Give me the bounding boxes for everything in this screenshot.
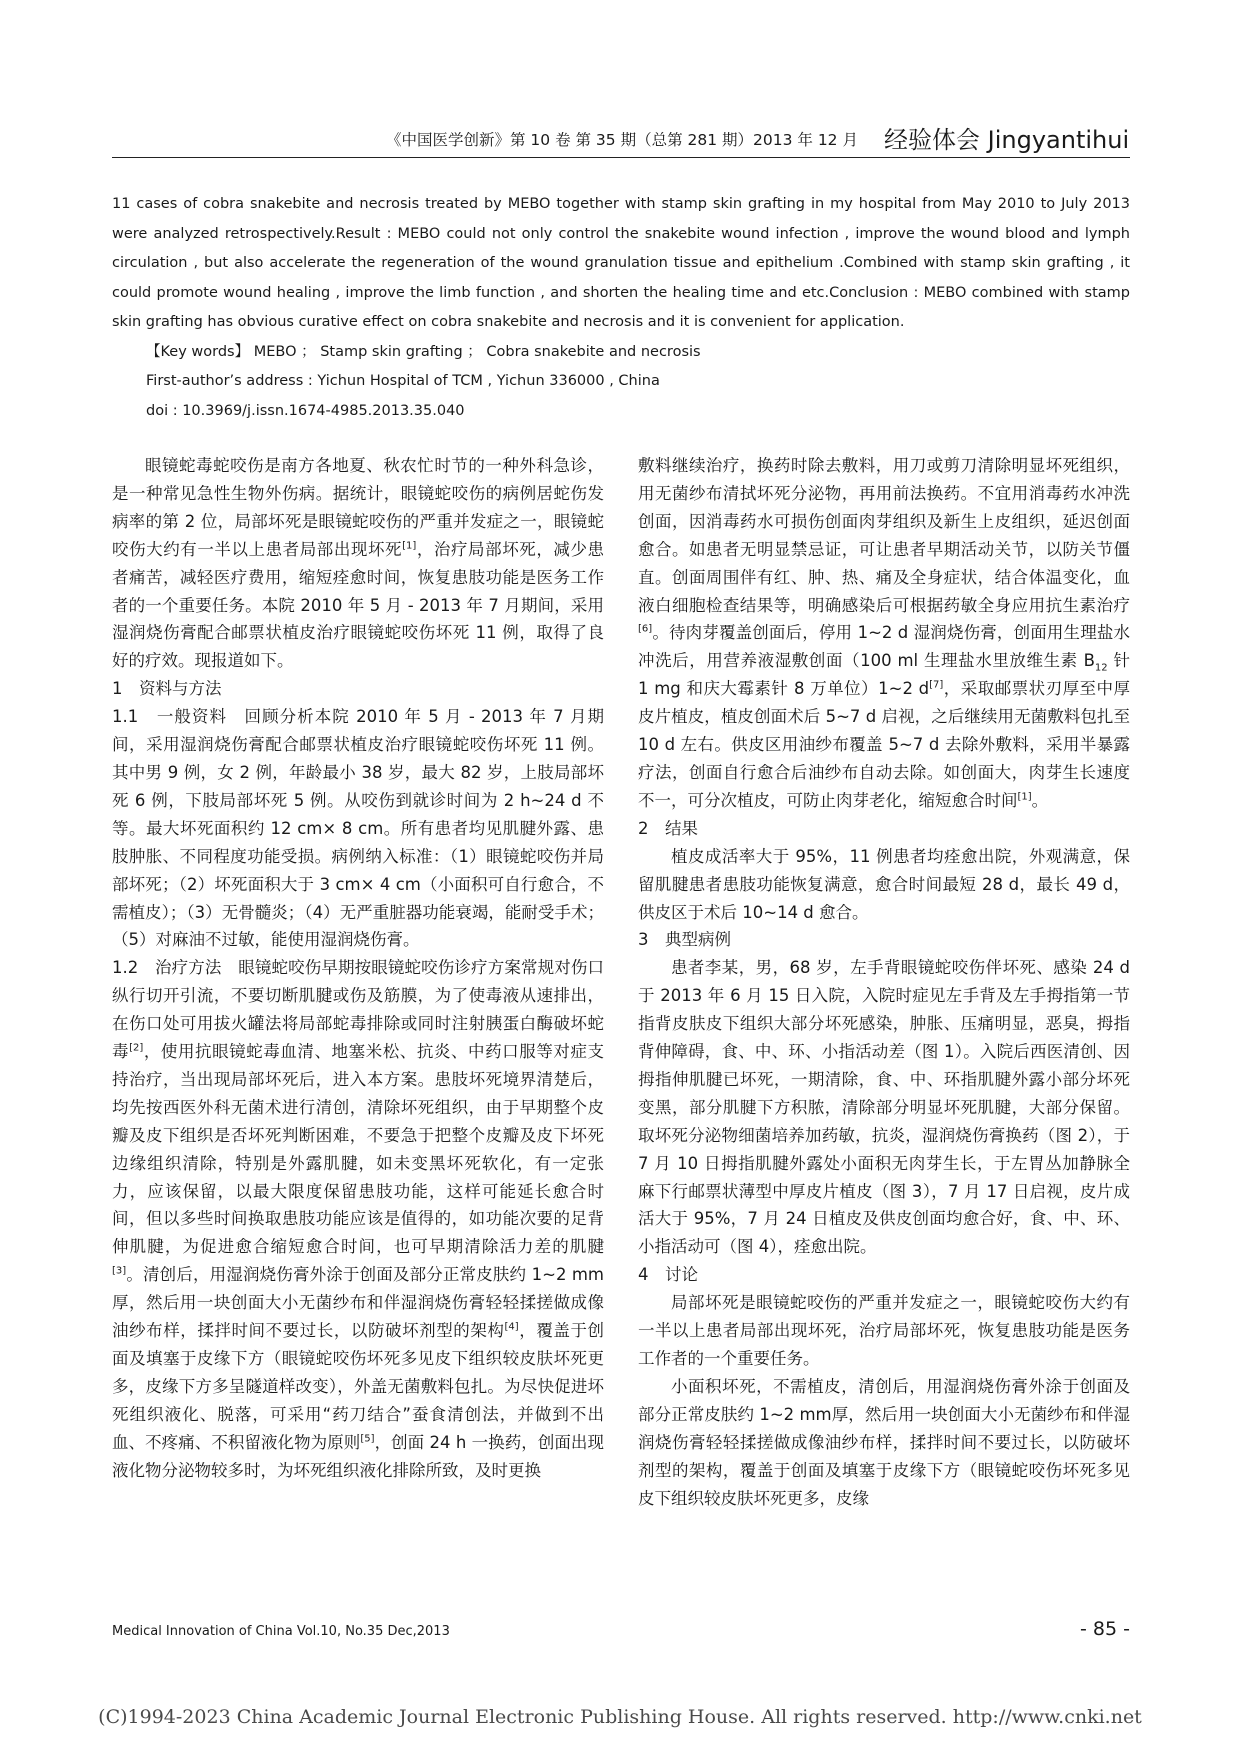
right-column [638, 452, 1130, 1512]
ref-7: [7] [929, 679, 944, 691]
section-1-2-heading: 1.2 治疗方法 [112, 958, 222, 978]
s12-text-e: ，创面 24 h 一换药，创面出现液化物分泌物较多时，为坏死组织液化排除所致，及时更换 [112, 1432, 604, 1480]
ref-5: [5] [360, 1433, 375, 1445]
footer-journal: Medical Innovation of China Vol.10, No.35 Dec,2013 [112, 1624, 450, 1639]
section-4-heading: 4 讨论 [638, 1265, 698, 1285]
author-address: First-author’s address : Yichun Hospital of TCM , Yichun 336000 , China [146, 373, 660, 389]
column-name: 经验体会 Jingyantihui [884, 126, 1130, 154]
r-text-e: 。 [1031, 790, 1049, 810]
s12-text-c: 。清创后，用湿润烧伤膏外涂于创面及部分正常皮肤约 1~2 mm厚，然后用一块创面大小无菌纱布和伴湿润烧伤膏轻轻揉搓做成像油纱布样，揉拌时间不要过长，以防破坏剂型的架构 [112, 1265, 604, 1341]
s12-text-b: ，使用抗眼镜蛇毒血清、地塞米松、抗炎、中药口服等对症支持治疗，当出现局部坏死后，进入本方案。患肢坏死境界清楚后，均先按西医外科无菌术进行清创，清除坏死组织，由于早期整个皮瓣及皮下组织是否坏死判断困难，不要急于把整个皮瓣及皮下坏死边缘组织清除，特别是外露肌腱，如未变黑坏死软化，有一定张力，应该保留，以最大限度保留患肢功能，这样可能延长愈合时间，但以多些时间换取患肢功能应该是值得的，如功能次要的足背伸肌腱，为促进愈合缩短愈合时间，也可早期清除活力差的肌腱 [112, 1042, 605, 1257]
section-1-1-paragraph [112, 703, 604, 954]
page-number: - 85 - [1080, 1618, 1130, 1640]
header-rule [112, 157, 1130, 158]
treatment-continued-paragraph [638, 452, 1130, 815]
ref-1b: [1] [1017, 791, 1032, 803]
ref-1: [1] [402, 540, 417, 552]
r-text-c: 针 1 mg 和庆大霉素针 8 万单位）1~2 d [638, 651, 1130, 699]
section-2-text: 植皮成活率大于 95%，11 例患者均痊愈出院，外观满意，保留肌腱患者患肢功能恢复满意，愈合时间最短 28 d，最长 49 d，供皮区于术后 10~14 d 愈合。 [638, 846, 1130, 922]
abstract-text: 11 cases of cobra snakebite and necrosis treated by MEBO together with stamp skin grafting in my hospital from May 2010 to July 2013 were analyzed retrospectively.Result : MEBO could not only control the snakebite wound infection , improve the wound blood and lymph circulation , but also accelerate the regeneration of the wound granulation tissue and epithelium .Combined with stamp skin grafting , it could promote wound healing , improve the limb function , and shorten the healing time and etc.Conclusion : MEBO combined with stamp skin grafting has obvious curative effect on cobra snakebite and necrosis and it is convenient for application. [112, 196, 1130, 330]
left-column [112, 452, 604, 1485]
ref-2: [2] [129, 1042, 144, 1054]
section-4-paragraph-2: 小面积坏死，不需植皮，清创后，用湿润烧伤膏外涂于创面及部分正常皮肤约 1~2 mm厚，然后用一块创面大小无菌纱布和伴湿润烧伤膏轻轻揉搓做成像油纱布样，揉拌时间不要过长，以防破坏剂型的架构，覆盖于创面及填塞于皮缘下方（眼镜蛇咬伤坏死多见皮下组织较皮肤坏死更多，皮缘 [638, 1376, 1130, 1508]
section-4-paragraph-1: 局部坏死是眼镜蛇咬伤的严重并发症之一，眼镜蛇咬伤大约有一半以上患者局部出现坏死，治疗局部坏死，恢复患肢功能是医务工作者的一个重要任务。 [638, 1293, 1130, 1368]
ref-3: [3] [112, 1265, 127, 1277]
r-text-b: 。待肉芽覆盖创面后，停用 1~2 d 湿润烧伤膏，创面用生理盐水冲洗后，用营养液湿敷创面（100 ml 生理盐水里放维生素 B [638, 623, 1130, 671]
s12-text-a: 眼镜蛇咬伤早期按眼镜蛇咬伤诊疗方案常规对伤口纵行切开引流，不要切断肌腱或伤及筋膜，为了使毒液从速排出，在伤口处可用拔火罐法将局部蛇毒排除或同时注射胰蛋白酶破坏蛇毒 [112, 958, 604, 1062]
section-2-heading: 2 结果 [638, 818, 698, 838]
keywords: 【Key words】 MEBO ； Stamp skin grafting ； Cobra snakebite and necrosis [146, 343, 701, 360]
section-1-heading: 1 资料与方法 [112, 679, 222, 699]
intro-paragraph [112, 452, 604, 675]
section-1-1-text: 回顾分析本院 2010 年 5 月 - 2013 年 7 月期间，采用湿润烧伤膏配合邮票状植皮治疗眼镜蛇咬伤坏死 11 例。其中男 9 例，女 2 例，年龄最小 38 岁，最大 82 岁，上肢局部坏死 6 例，下肢局部坏死 5 例。从咬伤到就诊时间为 2 h~24 d 不等。最大坏死面积约 12 cm× 8 cm。所有患者均见肌腱外露、患肢肿胀、不同程度功能受损。病例纳入标准：（1）眼镜蛇咬伤并局部坏死；（2）坏死面积大于 3 cm× 4 cm（小面积可自行愈合，不需植皮）；（3）无骨髓炎；（4）无严重脏器功能衰竭，能耐受手术；（5）对麻油不过敏，能使用湿润烧伤膏。 [112, 707, 604, 950]
section-1-1-heading: 1.1 一般资料 [112, 707, 227, 727]
doi: doi : 10.3969/j.issn.1674-4985.2013.35.040 [146, 402, 465, 419]
section-3-text: 患者李某，男，68 岁，左手背眼镜蛇咬伤伴坏死、感染 24 d 于 2013 年 6 月 15 日入院，入院时症见左手背及左手拇指第一节指背皮肤皮下组织大部分坏死感染，肿胀、压痛明显，恶臭，拇指背伸障碍，食、中、环、小指活动差（图 1）。入院后西医清创、因拇指伸肌腱已坏死，一期清除，食、中、环指肌腱外露小部分坏死变黑，部分肌腱下方积脓，清除部分明显坏死肌腱，大部分保留。取坏死分泌物细菌培养加药敏，抗炎，湿润烧伤膏换药（图 2），于 7 月 10 日拇指肌腱外露处小面积无肉芽生长，于左胃丛加静脉全麻下行邮票状薄型中厚皮片植皮（图 3），7 月 17 日启视，皮片成活大于 95%，7 月 24 日植皮及供皮创面均愈合好，食、中、环、小指活动可（图 4），痊愈出院。 [638, 958, 1130, 1257]
intro-text-b: ，治疗局部坏死，减少患者痛苦，减轻医疗费用，缩短痊愈时间，恢复患肢功能是医务工作者的一个重要任务。本院 2010 年 5 月 - 2013 年 7 月期间，采用湿润烧伤膏配合邮票状植皮治疗眼镜蛇咬伤坏死 11 例，取得了良好的疗效。现报道如下。 [112, 539, 605, 671]
journal-citation: 《中国医学创新》第 10 卷 第 35 期（总第 281 期）2013 年 12 月 [386, 131, 858, 149]
r-text-d: ，采取邮票状刃厚至中厚皮片植皮，植皮创面术后 5~7 d 启视，之后继续用无菌敷料包扎至 10 d 左右。供皮区用油纱布覆盖 5~7 d 去除外敷料，采用半暴露疗法，创面自行愈合后油纱布自动去除。如创面大，肉芽生长速度不一，可分次植皮，可防止肉芽老化，缩短愈合时间 [638, 679, 1131, 810]
copyright-watermark: (C)1994-2023 China Academic Journal Electronic Publishing House. All rights reserved. http://www.cnki.net [98, 1706, 1142, 1728]
section-1-2-paragraph [112, 954, 604, 1484]
ref-6: [6] [638, 623, 653, 635]
english-abstract [112, 190, 1130, 426]
subscript-12: 12 [1094, 662, 1108, 674]
page-header [0, 0, 1240, 160]
section-3-heading: 3 典型病例 [638, 930, 731, 950]
ref-4: [4] [504, 1321, 519, 1333]
intro-text-a: 眼镜蛇毒蛇咬伤是南方各地夏、秋农忙时节的一种外科急诊，是一种常见急性生物外伤病。据统计，眼镜蛇咬伤的病例居蛇伤发病率的第 2 位，局部坏死是眼镜蛇咬伤的严重并发症之一，眼镜蛇咬伤大约有一半以上患者局部出现坏死 [112, 456, 604, 559]
s12-text-d: ，覆盖于创面及填塞于皮缘下方（眼镜蛇咬伤坏死多见皮下组织较皮肤坏死更多，皮缘下方多呈隧道样改变），外盖无菌敷料包扎。为尽快促进坏死组织液化、脱落，可采用“药刀结合”蚕食清创法，并做到不出血、不疼痛、不积留液化物为原则 [112, 1321, 605, 1452]
r-text-a: 敷料继续治疗，换药时除去敷料，用刀或剪刀清除明显坏死组织，用无菌纱布清拭坏死分泌物，再用前法换药。不宜用消毒药水冲洗创面，因消毒药水可损伤创面肉芽组织及新生上皮组织，延迟创面愈合。如患者无明显禁忌证，可让患者早期活动关节，以防关节僵直。创面周围伴有红、肿、热、痛及全身症状，结合体温变化，血液白细胞检查结果等，明确感染后可根据药敏全身应用抗生素治疗 [638, 456, 1130, 615]
